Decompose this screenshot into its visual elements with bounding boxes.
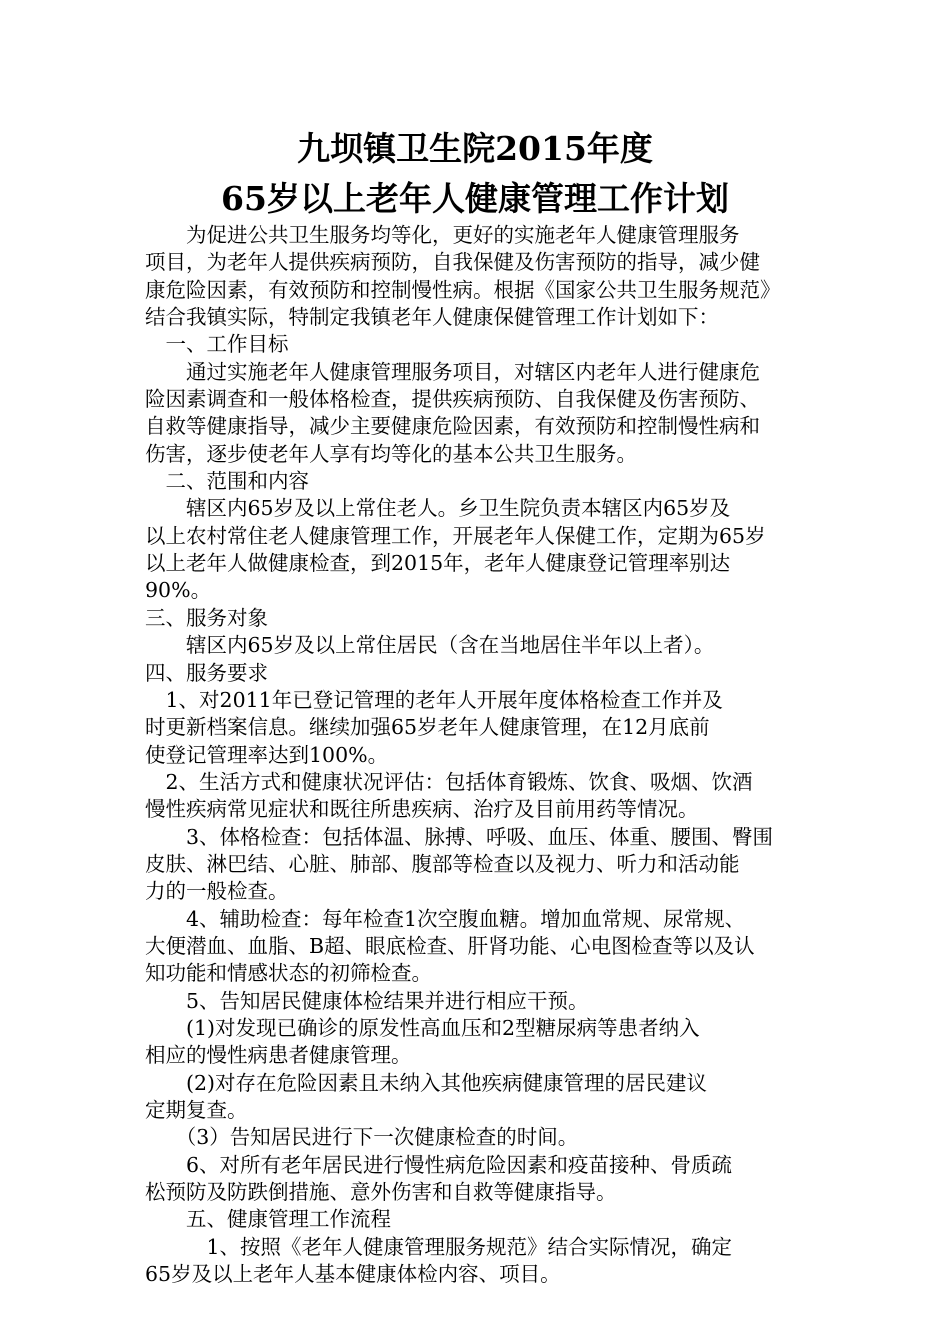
text-line: 5、告知居民健康体检结果并进行相应干预。 <box>145 988 589 1013</box>
text-line: (1)对发现已确诊的原发性高血压和2型糖尿病等患者纳入 <box>145 1015 700 1040</box>
document-title-line-1: 九坝镇卫生院2015年度 <box>297 129 653 168</box>
section-heading: 一、工作目标 <box>145 332 289 357</box>
text-line: 1、对2011年已登记管理的老年人开展年度体格检查工作并及 <box>145 687 723 712</box>
text-line: 时更新档案信息。继续加强65岁老年人健康管理，在12月底前 <box>145 715 710 740</box>
text-line: 结合我镇实际，特制定我镇老年人健康保健管理工作计划如下： <box>145 305 719 330</box>
text-line: 力的一般检查。 <box>145 879 289 904</box>
text-line: 2、生活方式和健康状况评估：包括体育锻炼、饮食、吸烟、饮酒 <box>145 769 753 794</box>
text-line: 辖区内65岁及以上常住老人。乡卫生院负责本辖区内65岁及 <box>145 496 731 521</box>
section-heading: 五、健康管理工作流程 <box>145 1207 391 1232</box>
text-line: 项目，为老年人提供疾病预防，自我保健及伤害预防的指导，减少健 <box>145 250 760 275</box>
text-line: (2)对存在危险因素且未纳入其他疾病健康管理的居民建议 <box>145 1070 708 1095</box>
text-line: 辖区内65岁及以上常住居民（含在当地居住半年以上者）。 <box>145 633 715 658</box>
text-line: 使登记管理率达到100%。 <box>145 742 389 767</box>
text-line: 自救等健康指导，减少主要健康危险因素，有效预防和控制慢性病和 <box>145 414 760 439</box>
section-heading: 四、服务要求 <box>145 660 268 685</box>
document-body <box>145 222 807 1288</box>
text-line: 90%。 <box>145 578 212 603</box>
text-line: 以上老年人做健康检查，到2015年，老年人健康登记管理率别达 <box>145 551 731 576</box>
text-line: 皮肤、淋巴结、心脏、肺部、腹部等检查以及视力、听力和活动能 <box>145 851 740 876</box>
document-title-line-2: 65岁以上老年人健康管理工作计划 <box>221 179 729 218</box>
section-heading: 二、范围和内容 <box>145 469 309 494</box>
text-line: 大便潜血、血脂、B超、眼底检查、肝肾功能、心电图检查等以及认 <box>145 933 755 958</box>
text-line: 伤害，逐步使老年人享有均等化的基本公共卫生服务。 <box>145 441 637 466</box>
text-line: 险因素调查和一般体格检查，提供疾病预防、自我保健及伤害预防、 <box>145 387 760 412</box>
text-line: 慢性疾病常见症状和既往所患疾病、治疗及目前用药等情况。 <box>145 797 699 822</box>
text-line: 65岁及以上老年人基本健康体检内容、项目。 <box>145 1262 561 1287</box>
text-line: 通过实施老年人健康管理服务项目，对辖区内老年人进行健康危 <box>145 359 760 384</box>
text-line: 松预防及防跌倒措施、意外伤害和自救等健康指导。 <box>145 1180 617 1205</box>
text-line: 知功能和情感状态的初筛检查。 <box>145 961 432 986</box>
text-line: 以上农村常住老人健康管理工作，开展老年人保健工作，定期为65岁 <box>145 523 766 548</box>
text-line: 定期复查。 <box>145 1098 248 1122</box>
text-line: （3）告知居民进行下一次健康检查的时间。 <box>145 1125 579 1150</box>
text-line: 1、按照《老年人健康管理服务规范》结合实际情况，确定 <box>145 1234 733 1259</box>
text-line: 为促进公共卫生服务均等化，更好的实施老年人健康管理服务 <box>145 223 740 247</box>
text-line: 相应的慢性病患者健康管理。 <box>145 1043 412 1068</box>
text-line: 6、对所有老年居民进行慢性病危险因素和疫苗接种、骨质疏 <box>145 1152 733 1177</box>
text-line: 4、辅助检查：每年检查1次空腹血糖。增加血常规、尿常规、 <box>145 906 746 931</box>
text-line: 康危险因素，有效预防和控制慢性病。根据《国家公共卫生服务规范》 <box>145 277 781 302</box>
text-line: 3、体格检查：包括体温、脉搏、呼吸、血压、体重、腰围、臀围 <box>145 824 774 849</box>
section-heading: 三、服务对象 <box>145 605 268 630</box>
